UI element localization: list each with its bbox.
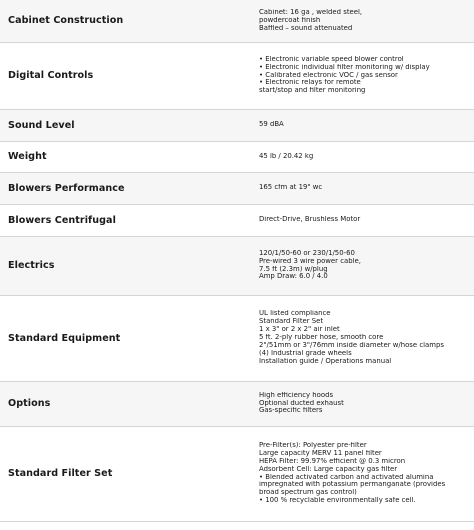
spec-value-line: Cabinet: 16 ga , welded steel, bbox=[259, 8, 363, 16]
spec-value-line: Pre-Filter(s): Polyester pre-filter bbox=[259, 441, 367, 449]
spec-value bbox=[251, 141, 474, 172]
spec-value-line: • Electronic individual filter monitoring w/ display bbox=[259, 63, 430, 71]
spec-value-line: Gas-specific filters bbox=[259, 407, 323, 415]
spec-value-line: 59 dBA bbox=[259, 121, 284, 129]
spec-value bbox=[251, 42, 474, 109]
spec-value-line: • 100 % recyclable environmentally safe cell. bbox=[259, 497, 416, 505]
spec-row-blowers-centrifugal bbox=[0, 204, 474, 236]
spec-value-line: 120/1/50-60 or 230/1/50-60 bbox=[259, 249, 355, 257]
spec-label: Electrics bbox=[0, 236, 251, 295]
spec-value-line: Adsorbent Cell: Large capacity gas filter bbox=[259, 465, 398, 473]
spec-value-line: Installation guide / Operations manual bbox=[259, 357, 392, 365]
spec-value-line: • Blended activated carbon and activated alumina bbox=[259, 473, 434, 481]
spec-value-line: High efficiency hoods bbox=[259, 391, 334, 399]
spec-row-options bbox=[0, 381, 474, 426]
spec-value-line: • Calibrated electronic VOC / gas sensor bbox=[259, 71, 398, 79]
spec-label: Digital Controls bbox=[0, 42, 251, 109]
spec-value bbox=[251, 426, 474, 521]
spec-value bbox=[251, 172, 474, 204]
spec-label: Standard Equipment bbox=[0, 295, 251, 381]
spec-value-line: 45 lb / 20.42 kg bbox=[259, 152, 314, 160]
spec-value-line: Optional ducted exhaust bbox=[259, 399, 344, 407]
spec-label: Standard Filter Set bbox=[0, 426, 251, 521]
spec-value-line: Amp Draw: 6.0 / 4.0 bbox=[259, 273, 328, 281]
spec-value-line: start/stop and filter monitoring bbox=[259, 87, 366, 95]
spec-label: Blowers Centrifugal bbox=[0, 204, 251, 236]
spec-value bbox=[251, 236, 474, 295]
spec-label: Cabinet Construction bbox=[0, 0, 251, 42]
spec-label: Weight bbox=[0, 141, 251, 172]
spec-row-standard-equipment bbox=[0, 295, 474, 381]
spec-value-line: 5 ft. 2-ply rubber hose, smooth core bbox=[259, 334, 384, 342]
spec-label: Blowers Performance bbox=[0, 172, 251, 204]
spec-label: Sound Level bbox=[0, 109, 251, 141]
spec-row-blowers-performance bbox=[0, 172, 474, 204]
spec-value bbox=[251, 381, 474, 426]
spec-value bbox=[251, 109, 474, 141]
spec-label: Options bbox=[0, 381, 251, 426]
spec-row-cabinet-construction bbox=[0, 0, 474, 42]
spec-value-line: 7.5 ft (2.3m) w/plug bbox=[259, 265, 328, 273]
spec-row-sound-level bbox=[0, 109, 474, 141]
spec-value-line: UL listed compliance bbox=[259, 310, 331, 318]
spec-value-line: Standard Filter Set bbox=[259, 318, 324, 326]
spec-value-line: 1 x 3" or 2 x 2" air inlet bbox=[259, 326, 340, 334]
spec-row-weight bbox=[0, 141, 474, 172]
spec-value-line: impregnated with potassium permanganate (provides bbox=[259, 481, 446, 489]
spec-row-digital-controls bbox=[0, 42, 474, 109]
spec-value-line: • Electronic variable speed blower control bbox=[259, 55, 404, 63]
spec-value bbox=[251, 295, 474, 381]
spec-row-standard-filter-set bbox=[0, 426, 474, 521]
spec-value-line: • Electronic relays for remote bbox=[259, 79, 361, 87]
spec-value bbox=[251, 204, 474, 236]
spec-value-line: HEPA Filter: 99.97% efficient @ 0.3 micron bbox=[259, 457, 406, 465]
spec-value-line: Large capacity MERV 11 panel filter bbox=[259, 449, 382, 457]
spec-value-line: 2"/51mm or 3"/76mm inside diameter w/hose clamps bbox=[259, 341, 444, 349]
spec-value-line: Baffled – sound attenuated bbox=[259, 24, 353, 32]
spec-value-line: Direct-Drive, Brushless Motor bbox=[259, 216, 361, 224]
spec-row-electrics bbox=[0, 236, 474, 295]
spec-value-line: (4) Industrial grade wheels bbox=[259, 349, 352, 357]
spec-value-line: broad spectrum gas control) bbox=[259, 489, 357, 497]
spec-value bbox=[251, 0, 474, 42]
spec-value-line: 165 cfm at 19" wc bbox=[259, 184, 323, 192]
spec-value-line: powdercoat finish bbox=[259, 16, 321, 24]
spec-value-line: Pre-wired 3 wire power cable, bbox=[259, 257, 361, 265]
